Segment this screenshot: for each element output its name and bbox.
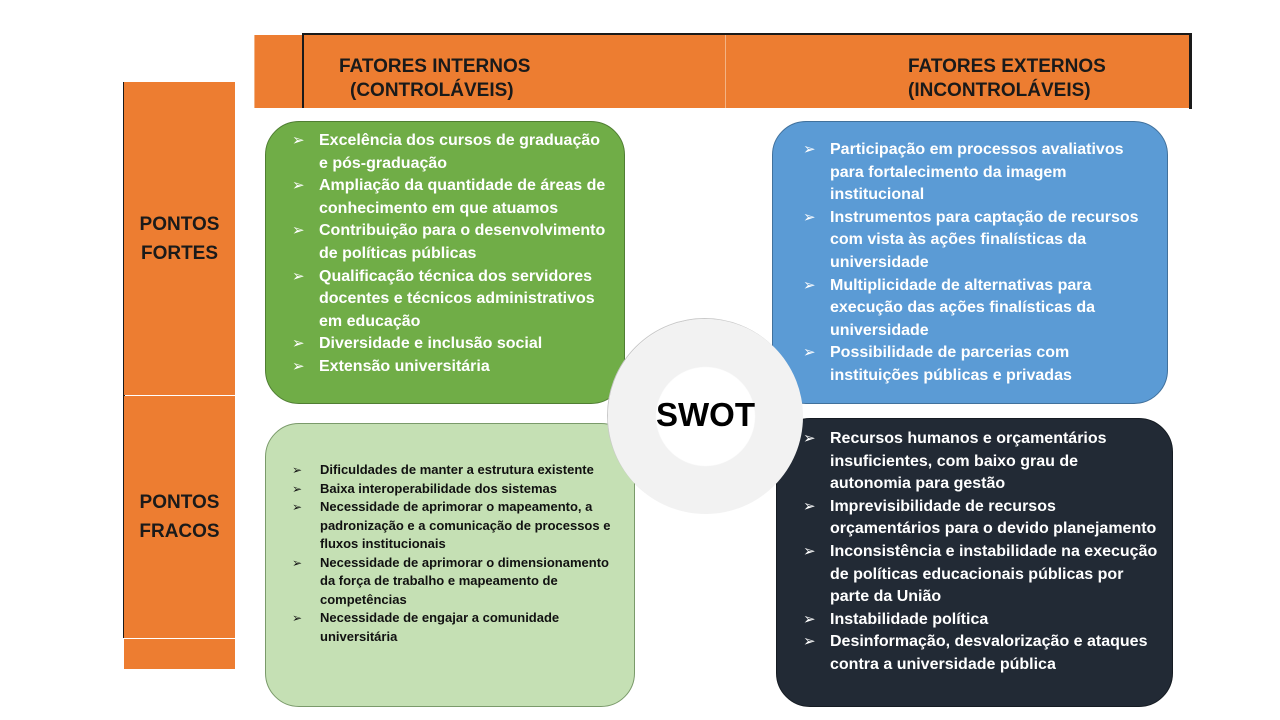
strengths-item (290, 266, 610, 334)
opportunities-box (772, 121, 1168, 404)
strengths-item-text: Excelência dos cursos de graduação e pós-graduação (319, 132, 601, 172)
strengths-item-text: Qualificação técnica dos servidores docentes e técnicos administrativos em educação (319, 267, 595, 330)
arrow-bullet-icon: ➢ (292, 267, 305, 285)
strengths-list (290, 130, 610, 379)
arrow-bullet-icon: ➢ (292, 611, 303, 625)
weaknesses-item-text: Dificuldades de manter a estrutura existente (320, 462, 594, 477)
arrow-bullet-icon: ➢ (292, 335, 305, 353)
arrow-bullet-icon: ➢ (803, 141, 816, 158)
swot-label: SWOT (656, 396, 755, 433)
header-external-title (908, 55, 1188, 103)
side-strengths-label (124, 210, 235, 268)
swot-circle (607, 318, 802, 513)
opportunities-item-text: Instrumentos para captação de recursos com vista às ações finalísticas da universidade (830, 208, 1139, 271)
strengths-item-text: Diversidade e inclusão social (319, 335, 543, 353)
strengths-item-text: Ampliação da quantidade de áreas de conhecimento em que atuamos (319, 177, 606, 217)
side-weaknesses-line1: PONTOS (139, 492, 220, 513)
strengths-box (265, 121, 625, 404)
arrow-bullet-icon: ➢ (292, 500, 303, 514)
weaknesses-list (290, 461, 620, 646)
threats-list (801, 428, 1161, 677)
side-strengths-line1: PONTOS (139, 214, 220, 235)
side-strengths (124, 82, 235, 395)
strengths-item (290, 175, 610, 220)
arrow-bullet-icon: ➢ (803, 430, 816, 447)
side-strengths-line2: FORTES (140, 243, 219, 264)
side-weaknesses-line2: FRACOS (139, 521, 220, 542)
weaknesses-item (290, 498, 620, 554)
weaknesses-item-text: Baixa interoperabilidade dos sistemas (320, 480, 557, 496)
arrow-bullet-icon: ➢ (292, 463, 303, 477)
threats-item-text: Inconsistência e instabilidade na execução de políticas educacionais públicas por parte da União (830, 542, 1158, 606)
opportunities-item (801, 207, 1151, 275)
header-internal-line1: FATORES INTERNOS (339, 56, 531, 77)
arrow-bullet-icon: ➢ (803, 610, 816, 628)
weaknesses-item-text: Necessidade de engajar a comunidade universitária (320, 610, 560, 644)
threats-box (776, 418, 1173, 707)
strengths-item (290, 356, 610, 379)
threats-item (801, 609, 1161, 632)
weaknesses-item (290, 480, 620, 499)
weaknesses-item (290, 554, 620, 610)
threats-item (801, 428, 1161, 496)
opportunities-item-text: Possibilidade de parcerias com instituições públicas e privadas (830, 344, 1072, 384)
strengths-item (290, 130, 610, 175)
header-external-factors (725, 35, 1191, 108)
side-bottom-block (124, 639, 235, 669)
header-divider-line (302, 35, 304, 108)
threats-item-text: Recursos humanos e orçamentários insuficientes, com baixo grau de autonomia para gestão (830, 430, 1107, 493)
arrow-bullet-icon: ➢ (803, 344, 816, 362)
opportunities-list (801, 139, 1151, 388)
opportunities-item (801, 342, 1151, 387)
arrow-bullet-icon: ➢ (292, 132, 305, 149)
weaknesses-item (290, 609, 620, 646)
threats-item (801, 541, 1161, 609)
opportunities-item-text: Participação em processos avaliativos para fortalecimento da imagem institucional (830, 141, 1124, 204)
header-right-line (1189, 33, 1192, 109)
header-internal-title (339, 55, 659, 103)
threats-item-text: Desinformação, desvalorização e ataques contra a universidade pública (830, 633, 1148, 673)
weaknesses-item (290, 461, 620, 480)
header-internal-line2: (CONTROLÁVEIS) (350, 80, 514, 101)
arrow-bullet-icon: ➢ (292, 177, 305, 195)
arrow-bullet-icon: ➢ (292, 555, 303, 570)
side-weaknesses (124, 396, 235, 638)
arrow-bullet-icon: ➢ (292, 481, 303, 496)
arrow-bullet-icon: ➢ (803, 633, 816, 651)
arrow-bullet-icon: ➢ (803, 497, 816, 515)
opportunities-item (801, 275, 1151, 343)
strengths-item (290, 220, 610, 265)
weaknesses-item-text: Necessidade de aprimorar o mapeamento, a padronização e a comunicação de processos e fluxos institucionais (320, 499, 611, 551)
side-weaknesses-label (124, 488, 235, 546)
threats-item (801, 496, 1161, 541)
threats-item-text: Instabilidade política (830, 610, 989, 628)
strengths-item-text: Contribuição para o desenvolvimento de políticas públicas (319, 222, 606, 262)
strengths-item-text: Extensão universitária (319, 357, 490, 375)
arrow-bullet-icon: ➢ (292, 357, 305, 375)
arrow-bullet-icon: ➢ (803, 208, 816, 226)
threats-item (801, 631, 1161, 676)
header-external-line2: (INCONTROLÁVEIS) (908, 80, 1091, 101)
opportunities-item-text: Multiplicidade de alternativas para execução das ações finalísticas da universidade (830, 276, 1096, 339)
arrow-bullet-icon: ➢ (292, 222, 305, 240)
opportunities-item (801, 139, 1151, 207)
strengths-item (290, 333, 610, 356)
threats-item-text: Imprevisibilidade de recursos orçamentários para o devido planejamento (830, 497, 1157, 538)
arrow-bullet-icon: ➢ (803, 276, 816, 294)
header-external-line1: FATORES EXTERNOS (908, 56, 1106, 77)
arrow-bullet-icon: ➢ (803, 542, 816, 560)
header-internal-factors (254, 35, 725, 108)
weaknesses-item-text: Necessidade de aprimorar o dimensionamento da força de trabalho e mapeamento de competências (320, 554, 609, 607)
weaknesses-box (265, 423, 635, 707)
